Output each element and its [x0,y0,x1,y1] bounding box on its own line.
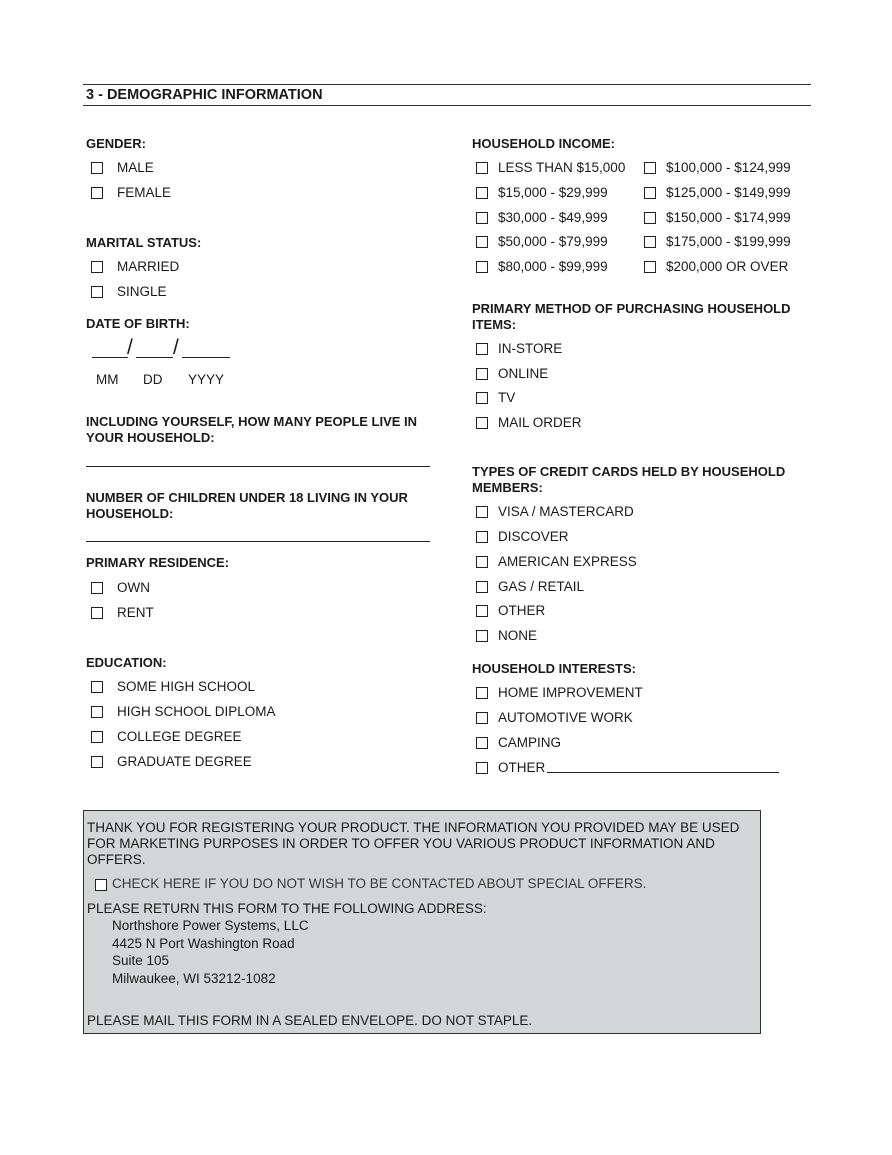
option-label: $150,000 - $174,999 [666,210,791,225]
checkbox[interactable] [91,162,103,174]
option-label: AUTOMOTIVE WORK [498,710,633,725]
checkbox[interactable] [476,343,488,355]
checkbox[interactable] [95,879,107,891]
household-size-label-line1: INCLUDING YOURSELF, HOW MANY PEOPLE LIVE IN [86,414,418,429]
checkbox[interactable] [644,261,656,273]
checkbox[interactable] [476,261,488,273]
checkbox[interactable] [644,212,656,224]
checkbox[interactable] [91,286,103,298]
checkbox[interactable] [91,261,103,273]
checkbox[interactable] [91,706,103,718]
checkbox[interactable] [476,212,488,224]
household-size-label [86,414,417,446]
option-label: DISCOVER [498,529,569,544]
option-label: NONE [498,628,538,643]
option-label: OTHER [498,603,546,618]
dob-mm-caption: MM [96,372,119,387]
option-label: $125,000 - $149,999 [666,185,791,200]
checkbox[interactable] [476,506,488,518]
address-line: Northshore Power Systems, LLC [112,918,309,933]
children-label [86,490,408,522]
mail-instructions: PLEASE MAIL THIS FORM IN A SEALED ENVELOPE. DO NOT STAPLE. [87,1013,533,1028]
option-label: $100,000 - $124,999 [666,160,791,175]
dob-separator: / [127,336,133,359]
header-rule-top [83,84,811,85]
gender-label: GENDER: [86,136,146,151]
option-label: AMERICAN EXPRESS [498,554,637,569]
checkbox[interactable] [476,737,488,749]
option-label: TV [498,390,516,405]
return-address-label: PLEASE RETURN THIS FORM TO THE FOLLOWING ADDRESS: [87,901,487,916]
checkbox[interactable] [476,630,488,642]
checkbox[interactable] [476,712,488,724]
checkbox[interactable] [476,236,488,248]
dob-month-line[interactable] [92,357,128,358]
option-label: $200,000 OR OVER [666,259,789,274]
checkbox[interactable] [476,605,488,617]
checkbox[interactable] [91,756,103,768]
marital-status-label: MARITAL STATUS: [86,235,202,250]
option-label: ONLINE [498,366,549,381]
checkbox[interactable] [91,582,103,594]
dob-day-line[interactable] [136,357,173,358]
purchasing-method-label [472,301,791,333]
option-label: OTHER [498,760,546,775]
purchasing-label-line1: PRIMARY METHOD OF PURCHASING HOUSEHOLD [472,301,791,316]
children-input-line[interactable] [86,541,430,542]
option-label: HIGH SCHOOL DIPLOMA [117,704,276,719]
section-title: 3 - DEMOGRAPHIC INFORMATION [86,87,323,103]
option-label: $50,000 - $79,999 [498,234,608,249]
notice-line: FOR MARKETING PURPOSES IN ORDER TO OFFER YOU VARIOUS PRODUCT INFORMATION AND [87,836,715,851]
option-label: HOME IMPROVEMENT [498,685,643,700]
checkbox[interactable] [476,687,488,699]
option-label: CAMPING [498,735,562,750]
checkbox[interactable] [644,236,656,248]
checkbox[interactable] [476,368,488,380]
option-label: $80,000 - $99,999 [498,259,608,274]
address-line: Suite 105 [112,953,170,968]
checkbox[interactable] [476,556,488,568]
option-label: VISA / MASTERCARD [498,504,634,519]
children-label-line1: NUMBER OF CHILDREN UNDER 18 LIVING IN YOUR [86,490,408,505]
household-size-label-line2: YOUR HOUSEHOLD: [86,430,215,445]
checkbox[interactable] [476,417,488,429]
checkbox[interactable] [476,392,488,404]
notice-box [83,810,761,1034]
checkbox[interactable] [476,162,488,174]
notice-line: THANK YOU FOR REGISTERING YOUR PRODUCT. THE INFORMATION YOU PROVIDED MAY BE USED [87,820,740,835]
opt-out-label: CHECK HERE IF YOU DO NOT WISH TO BE CONTACTED ABOUT SPECIAL OFFERS. [112,876,647,891]
option-label: MALE [117,160,154,175]
option-label: $15,000 - $29,999 [498,185,608,200]
option-label: GAS / RETAIL [498,579,585,594]
checkbox[interactable] [91,607,103,619]
credit-cards-label [472,464,785,496]
children-label-line2: HOUSEHOLD: [86,506,174,521]
primary-residence-label: PRIMARY RESIDENCE: [86,555,230,570]
option-label: RENT [117,605,154,620]
notice-line: OFFERS. [87,852,146,867]
date-of-birth-label: DATE OF BIRTH: [86,316,190,331]
checkbox[interactable] [644,187,656,199]
option-label: SOME HIGH SCHOOL [117,679,256,694]
checkbox[interactable] [476,187,488,199]
option-label: FEMALE [117,185,172,200]
checkbox[interactable] [476,762,488,774]
dob-separator: / [173,336,179,359]
checkbox[interactable] [476,531,488,543]
credit-label-line1: TYPES OF CREDIT CARDS HELD BY HOUSEHOLD [472,464,786,479]
checkbox[interactable] [476,581,488,593]
household-income-label: HOUSEHOLD INCOME: [472,136,615,151]
checkbox[interactable] [644,162,656,174]
dob-year-line[interactable] [182,357,230,358]
header-rule-bottom [83,105,811,106]
household-size-input-line[interactable] [86,466,430,467]
option-label: MARRIED [117,259,180,274]
option-label: IN-STORE [498,341,563,356]
interest-other-input-line[interactable] [547,772,779,773]
dob-dd-caption: DD [143,372,163,387]
option-label: SINGLE [117,284,167,299]
credit-label-line2: MEMBERS: [472,480,543,495]
option-label: $30,000 - $49,999 [498,210,608,225]
option-label: COLLEGE DEGREE [117,729,242,744]
option-label: LESS THAN $15,000 [498,160,626,175]
purchasing-label-line2: ITEMS: [472,317,517,332]
checkbox[interactable] [91,681,103,693]
education-label: EDUCATION: [86,655,167,670]
checkbox[interactable] [91,731,103,743]
checkbox[interactable] [91,187,103,199]
option-label: MAIL ORDER [498,415,582,430]
household-interests-label: HOUSEHOLD INTERESTS: [472,661,636,676]
option-label: GRADUATE DEGREE [117,754,252,769]
dob-yyyy-caption: YYYY [188,372,225,387]
address-line: Milwaukee, WI 53212-1082 [112,971,276,986]
option-label: OWN [117,580,150,595]
address-line: 4425 N Port Washington Road [112,936,295,951]
option-label: $175,000 - $199,999 [666,234,791,249]
